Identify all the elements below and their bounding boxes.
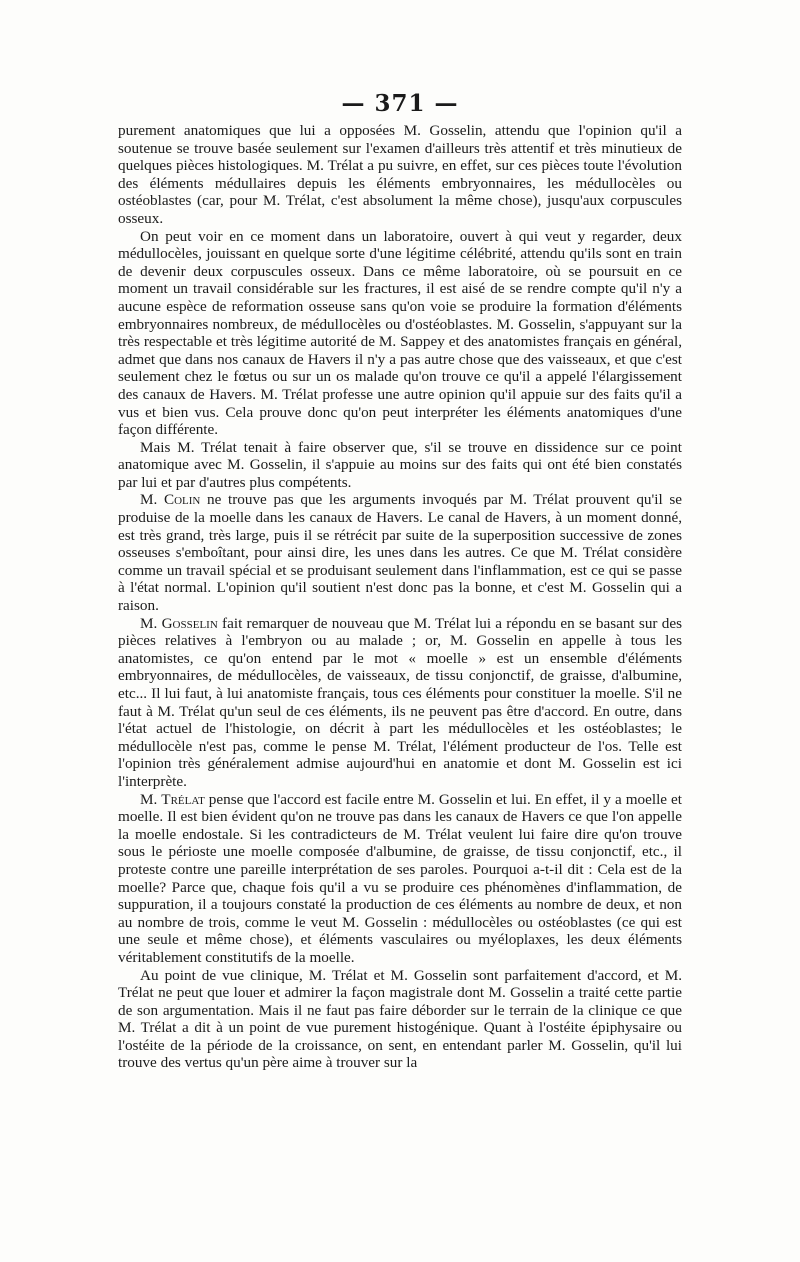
paragraph-text: fait remarquer de nouveau que M. Trélat lui a répondu en se basant sur des pièces relatives à l'embryon ou au malade ; or, M. Gosselin en appelle à tous les anatomistes, ce qu'on entend par le mot « moelle » est un ensemble d'éléments embryonnaires, de médullocèles, de vaisseaux, de tissu conjonctif, de graisse, d'albumine, etc... Il lui faut, à lui anatomiste français, tous ces éléments pour constituer la moelle. S'il ne faut à M. Trélat qu'un seul de ces éléments, ils ne peuvent pas être d'accord. En outre, dans l'état actuel de l'histologie, on décrit à part les médullocèles et les ostéoblastes; le médullocèle n'est pas, comme le pense M. Trélat, l'élément producteur de l'os. Telle est l'opinion très généralement admise aujourd'hui en anatomie et dont M. Gosselin est ici l'interprète. bbox=[118, 614, 682, 790]
paragraph-gosselin bbox=[118, 615, 682, 791]
speaker-prefix: M. bbox=[140, 614, 162, 632]
paragraph-text: Mais M. Trélat tenait à faire observer que, s'il se trouve en dissidence sur ce point anatomique avec M. Gosselin, il s'appuie au moins sur des faits qui ont été bien constatés par lui et par d'autres plus compétents. bbox=[118, 438, 682, 491]
paragraph-text: On peut voir en ce moment dans un laboratoire, ouvert à qui veut y regarder, deux médullocèles, jouissant en quelque sorte d'une légitime célébrité, attendu qu'ils sont en train de devenir deux corpuscules osseux. Dans ce même laboratoire, où se poursuit en ce moment un travail considérable sur les fractures, il est aisé de se rendre compte qu'il n'y a aucune espèce de reformation osseuse sans qu'on voie se produire la formation d'éléments embryonnaires nombreux, de médullocèles ou d'ostéoblastes. M. Gosselin, s'appuyant sur la très respectable et très légitime autorité de M. Sappey et des anatomistes français en général, admet que dans nos canaux de Havers il n'y a pas autre chose que des vaisseaux, et que c'est seulement chez le fœtus ou sur un os malade qu'on trouve ce qu'il a appelé l'élargissement des canaux de Havers. M. Trélat professe une autre opinion qu'il appuie sur des faits qu'il a vus et bien vus. Cela prouve donc qu'on peut interpréter les éléments anatomiques d'une façon différente. bbox=[118, 227, 682, 439]
speaker-name: Gosselin bbox=[161, 614, 218, 632]
speaker-name: Trélat bbox=[161, 790, 205, 808]
paragraph-text: ne trouve pas que les arguments invoqués par M. Trélat prouvent qu'il se produise de la moelle dans les canaux de Havers. Le canal de Havers, à un moment donné, est très grand, très large, puis il se rétrécit par suite de la superposition successive de zones osseuses s'emboîtant, pour ainsi dire, les unes dans les autres. Ce que M. Trélat considère comme un travail spécial et se produisant seulement dans l'inflammation, est ce qui se passe à l'état normal. L'opinion qu'il soutient n'est donc pas la bonne, et c'est M. Gosselin qui a raison. bbox=[118, 491, 682, 615]
paragraph-clinique bbox=[118, 967, 682, 1073]
paragraph-text: pense que l'accord est facile entre M. Gosselin et lui. En effet, il y a moelle et moelle. Il est bien évident qu'on ne trouve pas dans les canaux de Havers ce que l'on appelle la moelle endostale. Si les contradicteurs de M. Trélat veulent lui faire dire qu'on trouve sous le périoste une moelle composée d'albumine, de graisse, de tissu conjonctif, etc., il proteste contre une pareille interprétation de ses paroles. Pourquoi a-t-il dit : Cela est de la moelle? Parce que, chaque fois qu'il a vu se produire ces phénomènes d'inflammation, de suppuration, il a toujours constaté la production de ces éléments au nombre de deux, et non au nombre de trois, comme le veut M. Gosselin : médullocèles ou ostéoblastes (ce qui est une seule et même chose), et éléments vasculaires ou myéloplaxes, les deux éléments véritablement constitutifs de la moelle. bbox=[118, 790, 682, 966]
paragraph-text: purement anatomiques que lui a opposées M. Gosselin, attendu que l'opinion qu'il a soutenue se trouve basée seulement sur l'examen d'ailleurs très attentif et très minutieux de quelques pièces histologiques. M. Trélat a pu suivre, en effet, sur ces pièces toute l'évolution des éléments médullaires depuis les éléments embryonnaires, les médullocèles ou ostéoblastes (car, pour M. Trélat, c'est absolument la même chose), jusqu'aux corpuscules osseux. bbox=[118, 122, 682, 227]
paragraph-laboratory bbox=[118, 228, 682, 439]
paragraph-trelat-dissidence bbox=[118, 439, 682, 492]
paragraph-trelat bbox=[118, 791, 682, 967]
page-number: — 371 — bbox=[341, 90, 459, 117]
paragraph-continuation bbox=[118, 122, 682, 228]
paragraph-text: Au point de vue clinique, M. Trélat et M. Gosselin sont parfaitement d'accord, et M. Trélat ne peut que louer et admirer la façon magistrale dont M. Gosselin a traité cette partie de son argumentation. Mais il ne faut pas faire déborder sur le terrain de la clinique ce que M. Trélat a dit à un point de vue purement histogénique. Quant à l'ostéite épiphysaire ou l'ostéite de la période de la croissance, on sent, en entendant parler M. Gosselin, qu'il lui trouve des vertus qu'un père aime à trouver sur la bbox=[118, 966, 682, 1072]
speaker-prefix: M. bbox=[140, 491, 164, 509]
speaker-prefix: M. bbox=[140, 790, 162, 808]
speaker-name: Colin bbox=[163, 491, 201, 509]
body-text bbox=[118, 122, 682, 1072]
paragraph-colin bbox=[118, 491, 682, 614]
